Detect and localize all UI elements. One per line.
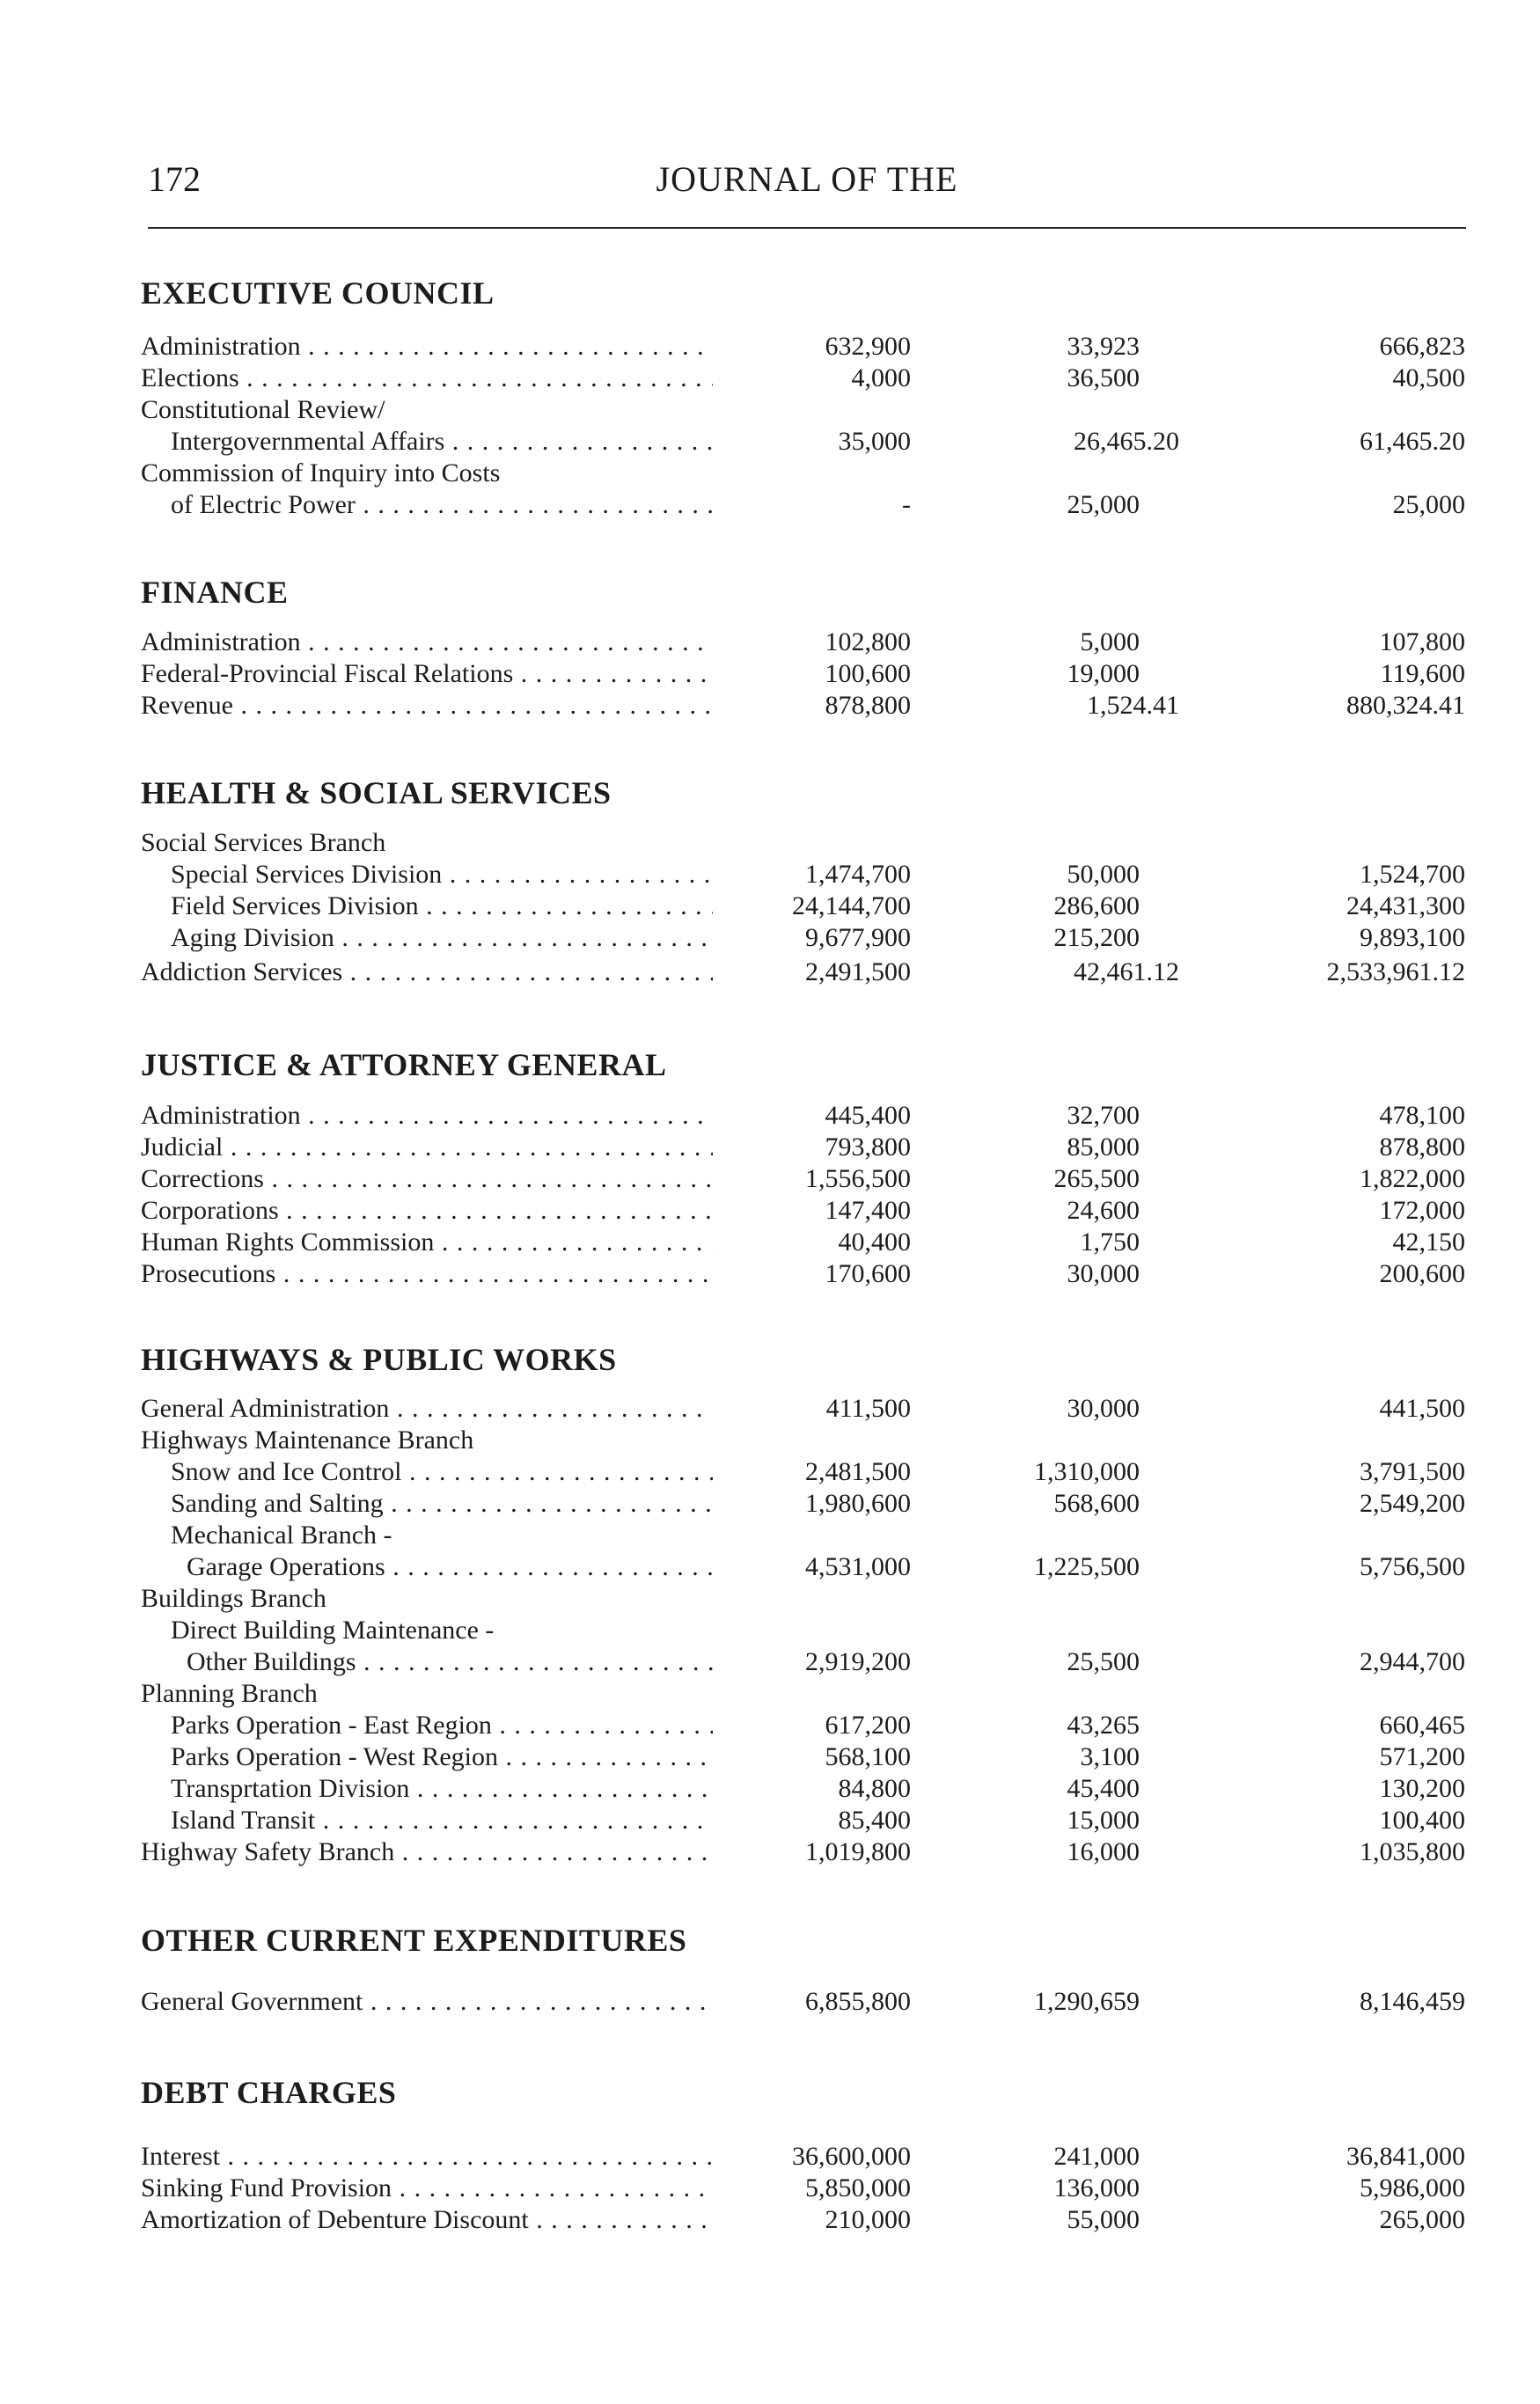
amount-column-2: 568,600 [1053,1489,1140,1518]
row-label: Constitutional Review/ [141,395,385,424]
row-label: Prosecutions . . . [141,1258,713,1290]
amount-column-2: 136,000 [1053,2173,1140,2202]
table-row [0,1646,1540,1678]
table-row [0,690,1540,722]
running-title: JOURNAL OF THE [656,159,958,199]
amount-total: 130,200 [1379,1774,1465,1803]
amount-column-2: 5,000 [1080,627,1140,656]
row-label: Aging Division . . . [171,922,713,954]
row-label: Revenue . . . [141,690,713,722]
amount-column-1: 24,144,700 [792,891,911,920]
amount-column-1: 102,800 [825,627,911,656]
section-title-executive-council: EXECUTIVE COUNCIL [141,275,495,311]
row-label: Corporations . . . [141,1195,713,1227]
amount-total: 478,100 [1379,1101,1465,1130]
amount-total: 1,524,700 [1360,860,1465,889]
table-row [0,891,1540,922]
amount-total: 61,465.20 [1360,427,1465,456]
amount-column-1: 411,500 [825,1394,911,1423]
section-title-debt-charges: DEBT CHARGES [141,2075,397,2110]
amount-column-2: 15,000 [1067,1806,1140,1835]
amount-column-2: 241,000 [1053,2142,1140,2171]
amount-column-2: 19,000 [1067,659,1140,688]
amount-column-1: 210,000 [825,2205,911,2234]
row-label: General Government . . . [141,1986,713,2018]
row-label: Elections . . . [141,363,713,394]
section-title-justice-and-attorney-general: JUSTICE & ATTORNEY GENERAL [141,1047,667,1082]
table-row [0,1741,1540,1773]
row-label: Commission of Inquiry into Costs [141,458,501,487]
table-row [0,1678,1540,1710]
amount-column-2: 1,750 [1080,1228,1140,1257]
table-row [0,1227,1540,1258]
amount-column-2: 24,600 [1067,1196,1140,1225]
table-row [0,1520,1540,1551]
amount-total: 107,800 [1379,627,1465,656]
amount-column-1: 2,919,200 [805,1647,911,1676]
amount-total: 1,035,800 [1360,1837,1465,1866]
amount-column-1: 1,474,700 [805,860,911,889]
amount-column-1: 40,400 [838,1228,911,1257]
amount-total: 24,431,300 [1346,891,1465,920]
amount-column-1: 170,600 [825,1259,911,1288]
amount-column-1: 1,556,500 [805,1164,911,1193]
amount-column-2: 1,290,659 [1034,1987,1140,2016]
row-label: Administration . . . [141,1100,713,1132]
amount-column-1: - [902,490,911,519]
table-row [0,2204,1540,2236]
amount-column-2: 42,461.12 [1074,957,1179,986]
amount-total: 878,800 [1379,1132,1465,1162]
table-row [0,1258,1540,1290]
amount-total: 3,791,500 [1360,1457,1465,1486]
row-label: Social Services Branch [141,828,386,857]
amount-column-2: 36,500 [1067,363,1140,392]
table-row [0,1488,1540,1520]
amount-total: 5,986,000 [1360,2173,1465,2202]
amount-column-2: 33,923 [1067,332,1140,361]
amount-total: 2,944,700 [1360,1647,1465,1676]
amount-column-1: 84,800 [838,1774,911,1803]
amount-total: 571,200 [1379,1742,1465,1771]
amount-total: 8,146,459 [1360,1987,1465,2016]
row-label: Interest . . . [141,2141,713,2173]
amount-column-2: 1,225,500 [1034,1552,1140,1581]
amount-column-1: 617,200 [825,1711,911,1740]
table-row [0,1456,1540,1488]
amount-column-2: 215,200 [1053,923,1140,952]
amount-column-2: 50,000 [1067,860,1140,889]
amount-column-2: 43,265 [1067,1711,1140,1740]
amount-column-1: 85,400 [838,1806,911,1835]
row-label: Other Buildings . . . [187,1646,713,1678]
amount-column-1: 793,800 [825,1132,911,1162]
amount-total: 1,822,000 [1360,1164,1465,1193]
table-row [0,1615,1540,1646]
amount-column-1: 2,491,500 [805,957,911,986]
amount-column-2: 25,500 [1067,1647,1140,1676]
table-row [0,1100,1540,1132]
row-label: Mechanical Branch - [171,1521,392,1550]
amount-total: 2,533,961.12 [1326,957,1465,986]
amount-column-2: 26,465.20 [1074,427,1179,456]
amount-column-1: 568,100 [825,1742,911,1771]
row-label: Intergovernmental Affairs . . . [171,426,713,458]
amount-total: 2,549,200 [1360,1489,1465,1518]
table-row [0,956,1540,988]
table-row [0,331,1540,363]
amount-column-2: 25,000 [1067,490,1140,519]
amount-total: 119,600 [1380,659,1465,688]
row-label: Transprtation Division . . . [171,1773,713,1805]
table-row [0,1583,1540,1615]
row-label: of Electric Power . . . [171,489,713,521]
amount-column-1: 36,600,000 [792,2142,911,2171]
amount-column-1: 100,600 [825,659,911,688]
table-row [0,2141,1540,2173]
row-label: Administration . . . [141,331,713,363]
row-label: Buildings Branch [141,1584,326,1613]
row-label: Field Services Division . . . [171,891,713,922]
row-label: Parks Operation - West Region . . . [171,1741,713,1773]
amount-column-1: 9,677,900 [805,923,911,952]
table-row [0,827,1540,859]
row-label: Direct Building Maintenance - [171,1616,495,1645]
row-label: Corrections . . . [141,1163,713,1195]
amount-column-2: 16,000 [1067,1837,1140,1866]
table-row [0,1805,1540,1836]
row-label: Sinking Fund Provision . . . [141,2173,713,2204]
row-label: Planning Branch [141,1679,318,1708]
table-row [0,922,1540,954]
table-row [0,1163,1540,1195]
row-label: Federal-Provincial Fiscal Relations . . . [141,658,713,690]
amount-column-2: 30,000 [1067,1394,1140,1423]
amount-total: 100,400 [1379,1806,1465,1835]
amount-column-1: 147,400 [825,1196,911,1225]
amount-column-1: 5,850,000 [805,2173,911,2202]
amount-total: 36,841,000 [1346,2142,1465,2171]
row-label: Special Services Division . . . [171,859,713,891]
amount-column-2: 3,100 [1080,1742,1140,1771]
amount-column-1: 4,000 [851,363,911,392]
table-row [0,458,1540,489]
table-row [0,627,1540,658]
table-row [0,658,1540,690]
table-row [0,426,1540,458]
table-row [0,394,1540,426]
table-row [0,859,1540,891]
table-row [0,489,1540,521]
amount-column-1: 445,400 [825,1101,911,1130]
table-row [0,1710,1540,1741]
row-label: Parks Operation - East Region . . . [171,1710,713,1741]
amount-column-2: 32,700 [1067,1101,1140,1130]
amount-column-1: 35,000 [838,427,911,456]
table-row [0,1132,1540,1163]
row-label: Garage Operations . . . [187,1551,713,1583]
table-row [0,1551,1540,1583]
page-number: 172 [148,159,201,199]
amount-column-2: 85,000 [1067,1132,1140,1162]
amount-total: 441,500 [1379,1394,1465,1423]
amount-column-1: 2,481,500 [805,1457,911,1486]
row-label: Administration . . . [141,627,713,658]
table-row [0,1986,1540,2018]
section-title-other-current-expenditures: OTHER CURRENT EXPENDITURES [141,1923,687,1958]
amount-total: 25,000 [1392,490,1465,519]
amount-column-1: 632,900 [825,332,911,361]
table-row [0,1195,1540,1227]
amount-total: 265,000 [1379,2205,1465,2234]
row-label: Judicial . . . [141,1132,713,1163]
section-title-highways-and-public-works: HIGHWAYS & PUBLIC WORKS [141,1342,617,1377]
amount-total: 5,756,500 [1360,1552,1465,1581]
row-label: Island Transit . . . [171,1805,713,1836]
amount-column-2: 55,000 [1067,2205,1140,2234]
amount-column-1: 1,980,600 [805,1489,911,1518]
amount-column-2: 45,400 [1067,1774,1140,1803]
table-row [0,1425,1540,1456]
amount-total: 9,893,100 [1360,923,1465,952]
amount-column-2: 265,500 [1053,1164,1140,1193]
amount-total: 880,324.41 [1346,691,1465,720]
section-title-health-and-social-services: HEALTH & SOCIAL SERVICES [141,775,612,810]
row-label: Highway Safety Branch . . . [141,1836,713,1868]
section-title-finance: FINANCE [141,575,289,610]
amount-column-2: 286,600 [1053,891,1140,920]
table-row [0,1773,1540,1805]
amount-total: 200,600 [1379,1259,1465,1288]
table-row [0,1393,1540,1425]
row-label: Amortization of Debenture Discount . . . [141,2204,713,2236]
amount-column-1: 6,855,800 [805,1987,911,2016]
amount-column-2: 30,000 [1067,1259,1140,1288]
amount-total: 40,500 [1392,363,1465,392]
amount-total: 172,000 [1379,1196,1465,1225]
amount-column-1: 878,800 [825,691,911,720]
amount-column-2: 1,310,000 [1034,1457,1140,1486]
table-row [0,363,1540,394]
table-row [0,1836,1540,1868]
row-label: Addiction Services . . . [141,956,713,988]
amount-total: 666,823 [1379,332,1465,361]
amount-column-2: 1,524.41 [1087,691,1179,720]
table-row [0,2173,1540,2204]
amount-total: 660,465 [1379,1711,1465,1740]
row-label: General Administration . . . [141,1393,713,1425]
row-label: Snow and Ice Control . . . [171,1456,713,1488]
row-label: Highways Maintenance Branch [141,1426,474,1455]
row-label: Human Rights Commission . . . [141,1227,713,1258]
amount-column-1: 1,019,800 [805,1837,911,1866]
amount-total: 42,150 [1392,1228,1465,1257]
row-label: Sanding and Salting . . . [171,1488,713,1520]
amount-column-1: 4,531,000 [805,1552,911,1581]
